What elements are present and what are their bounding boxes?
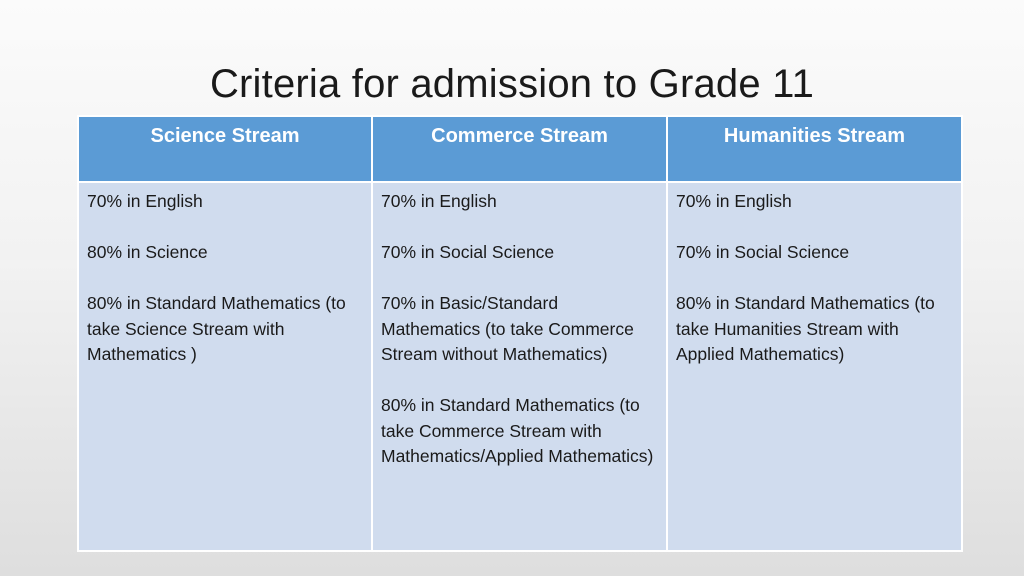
criteria-item: 70% in Basic/Standard Mathematics (to take Commerce Stream without Mathematics) (381, 293, 634, 364)
criteria-item: 70% in Social Science (381, 242, 555, 262)
science-criteria-cell (78, 182, 372, 551)
criteria-item: 70% in Social Science (676, 242, 850, 262)
criteria-item: 80% in Standard Mathematics (to take Humanities Stream with Applied Mathematics) (676, 293, 935, 364)
criteria-item: 70% in English (87, 191, 203, 211)
criteria-item: 80% in Science (87, 242, 208, 262)
header-humanities-stream: Humanities Stream (667, 116, 962, 182)
slide-title: Criteria for admission to Grade 11 (209, 62, 815, 106)
humanities-criteria-cell (667, 182, 962, 551)
criteria-item: 70% in English (676, 191, 792, 211)
commerce-criteria-cell (372, 182, 667, 551)
table-header-row (78, 116, 962, 182)
criteria-item: 80% in Standard Mathematics (to take Science Stream with Mathematics ) (87, 293, 346, 364)
admission-criteria-table (77, 115, 963, 552)
header-science-stream: Science Stream (78, 116, 372, 182)
criteria-item: 70% in English (381, 191, 497, 211)
table-row (78, 182, 962, 551)
criteria-item: 80% in Standard Mathematics (to take Commerce Stream with Mathematics/Applied Mathematics) (381, 395, 654, 466)
header-commerce-stream: Commerce Stream (372, 116, 667, 182)
